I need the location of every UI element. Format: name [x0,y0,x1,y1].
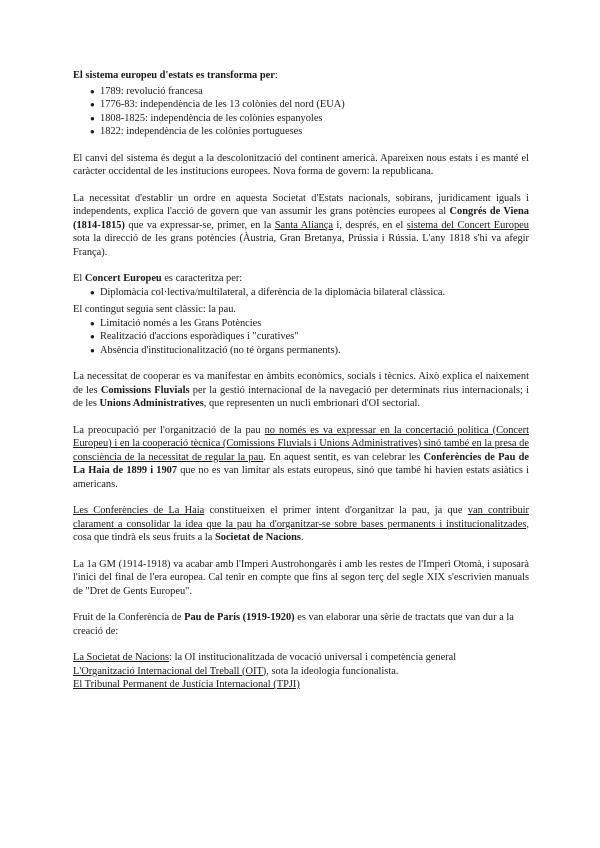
text-run: La necessitat de cooperar es va manifestar en àmbits econòmics, socials i tècnics. Això explica el naixement de les [73,371,529,396]
list-item: ● 1822: independència de les colònies portugueses [90,125,529,139]
text-run: La preocupació per l'organització de la pau [73,424,265,436]
text-run: sota la direcció de les grans potències (Àustria, Gran Bretanya, Prússia i Rússia. L'any 1818 s'hi va afegir França). [73,233,529,258]
text-run: . En aquest sentit, es van celebrar les [263,451,424,463]
paragraph-ordre [73,192,529,260]
text-run: constitueixen el primer intent d'organitzar la pau, ja que [204,505,468,516]
intro-heading: El sistema europeu d'estats es transforma per [73,70,275,81]
text-run: El [73,273,85,284]
spacer [73,545,529,558]
paragraph-concert [73,272,529,286]
paragraph-canvi: El canvi del sistema és degut a la descolonització del continent americà. Apareixen nous estats i es manté el caràcter occidental de les institucions europees. Nova forma de govern: la republicana. [73,152,529,177]
text-run: que no es van limitar als estats europeus, sinó que també hi havien estats asiàtics i americans. [73,465,529,490]
text-run: : la OI institucionalitzada de vocació universal i competència general [169,652,457,663]
text-run: cosa que tindrà els seus fruits a la [73,532,215,543]
list-item: ● Diplomàcia col·lectiva/multilateral, a diferència de la diplomàcia bilateral clàssica. [90,286,529,300]
paragraph-preocupacio [73,424,529,492]
list-item: ● 1776-83: independència de les 13 colònies del nord (EUA) [90,98,529,112]
spacer [73,179,529,192]
spacer [73,139,529,152]
underline-passage: no només es va expressar en la concertació política (Concert Europeu) i en la cooperació tècnica (Comissions Fluvials i Unions Administratives) sinó també en la presa de consciència de la necessitat de regular la pau [73,424,529,463]
paragraph-1a-gm: La 1a GM (1914-1918) va acabar amb l'Imperi Austrohongarès i amb les restes de l'Imperi Otomà, i suposarà l'inici del final de l'era europea. Cal tenir en compte que fins al segon terç del segle XIX s'escrivien manuals de "Dret de Gents Europeu". [73,558,529,597]
bold-congres-viena: Congrés de Viena (1814-1815) [73,206,529,231]
concert-list [73,286,529,300]
text-run: es caracteritza per: [161,273,243,284]
intro-colon: : [274,70,278,81]
underline-santa-alianca: Santa Aliança [274,219,333,231]
underline-tpji: El Tribunal Permanent de Justícia Internacional (TPJI) [73,679,300,690]
bold-unions-administratives: Unions Administratives [99,398,204,409]
list-item: ● Realització d'accions esporàdiques i "curatives" [90,330,529,344]
intro-list [73,85,529,139]
underline-conferencies-haia: Les Conferències de La Haia [73,505,205,516]
underline-oit: L'Organització Internacional del Treball (OIT) [73,665,267,677]
text-run: es van elaborar una sèrie de tractats que van dur a la creació de: [73,612,514,637]
list-item: ● Limitació només a les Grans Potències [90,317,529,331]
list-item: ● Absència d'institucionalització (no té òrgans permanents). [90,344,529,358]
text-run: La necessitat d'establir un ordre en aquesta Societat d'Estats nacionals, sobirans, jurídicament iguals i independents, explica l'acció de govern que van assumir les grans potències europees al [73,192,529,217]
text-run: i, després, en el [333,219,407,231]
text-run: per la gestió internacional de la navegació per determinats rius internacionals; i de les [73,384,530,409]
paragraph-fruit [73,611,529,638]
text-run: , sota la ideologia funcionalista. [266,665,399,677]
paragraph-contingut: El contingut seguia sent clàssic: la pau. [73,304,237,315]
final-list-line-3 [73,678,529,692]
spacer [73,491,529,504]
text-run: , que representen un nucli embrionari d'OI sectorial. [203,398,421,409]
paragraph-haia [73,504,529,545]
intro-heading-line [73,69,529,83]
spacer [73,598,529,611]
spacer [73,411,529,424]
bold-concert-europeu: Concert Europeu [84,273,162,284]
bold-pau-paris: Pau de París (1919-1920) [184,612,295,623]
underline-concert-europeu: sistema del Concert Europeu [406,219,529,231]
bold-conferencies-haia: Conferències de Pau de La Haia de 1899 i 1907 [73,451,529,476]
contingut-list [73,317,529,358]
text-run: que va expressar-se, primer, en la [124,219,275,231]
document-body [73,69,529,692]
list-item: ● 1808-1825: independència de les colònies espanyoles [90,112,529,126]
bold-comissions-fluvials: Comissions Fluvials [100,384,190,396]
spacer [73,357,529,370]
list-item: ● 1789: revolució francesa [90,85,529,99]
underline-societat-nacions: La Societat de Nacions [73,652,170,663]
final-list-line-2 [73,665,529,679]
underline-passage: van contribuir clarament a consolidar la idea que la pau ha d'organitzar-se sobre bases permanents i institucionalitzades, [73,505,530,530]
paragraph-cooperar [73,370,529,411]
bold-societat-nacions: Societat de Nacions [214,532,301,543]
spacer [73,638,529,651]
text-run: Fruit de la Conferència de [73,612,185,623]
spacer [73,259,529,272]
text-run: . [300,532,304,543]
final-list-line-1 [73,651,529,665]
